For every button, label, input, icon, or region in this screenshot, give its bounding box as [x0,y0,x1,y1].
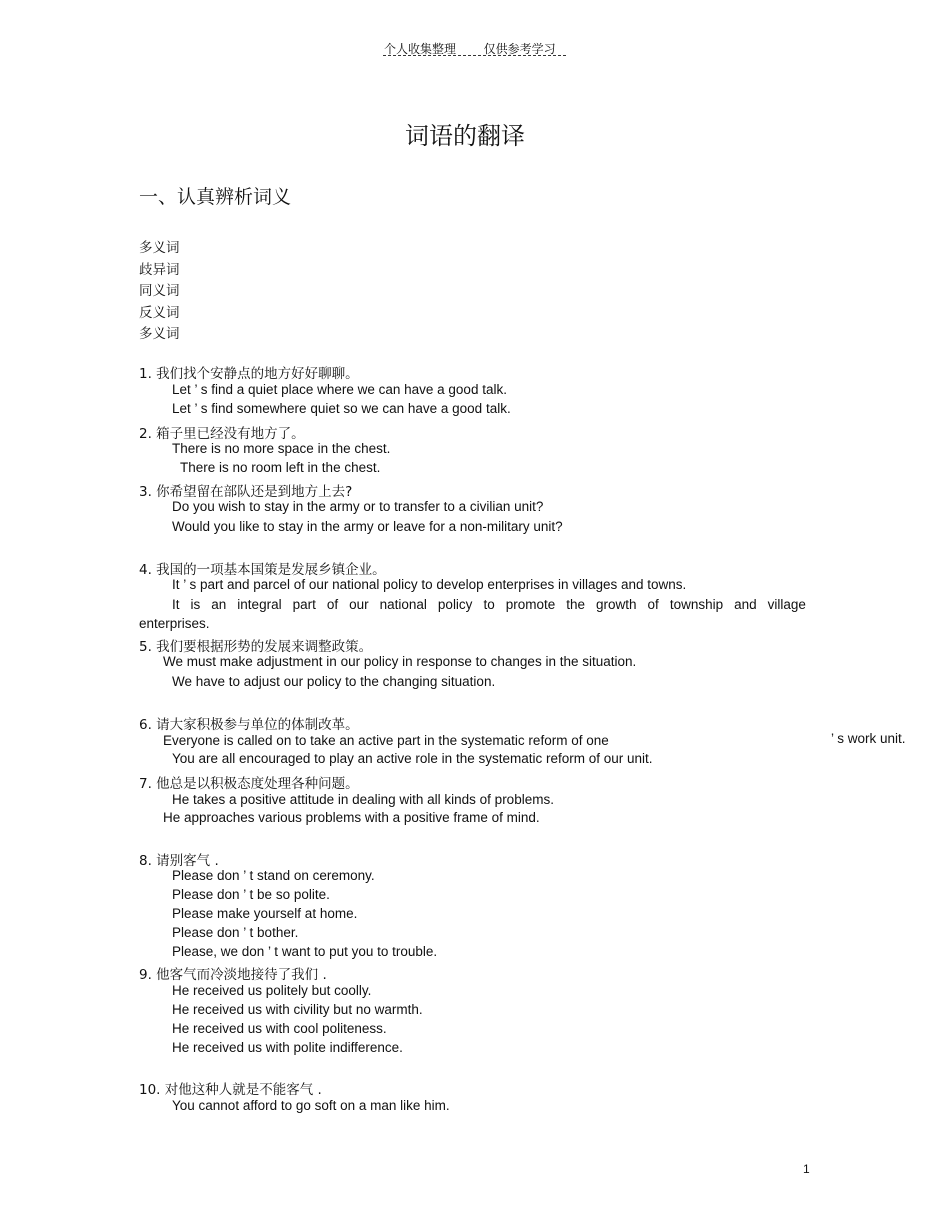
item-8-translation: Please don ’ t bother. [172,925,299,940]
item-1-translation: Let ’ s find somewhere quiet so we can have a good talk. [172,401,511,416]
term-item: 同义词 [139,283,180,299]
item-3-chinese: 3. 你希望留在部队还是到地方上去? [139,484,353,500]
item-8-translation: Please don ’ t be so polite. [172,887,330,902]
item-4-translation-word: our [349,597,369,612]
item-4-translation-word: to [483,597,495,612]
item-4-translation-word: and [734,597,757,612]
item-8-translation: Please, we don ’ t want to put you to trouble. [172,944,438,959]
item-1-translation: Let ’ s find a quiet place where we can have a good talk. [172,382,507,397]
item-4-translation-word: part [292,597,316,612]
item-2-translation: There is no more space in the chest. [172,441,391,456]
item-6-translation: You are all encouraged to play an active role in the systematic reform of our unit. [172,751,653,766]
item-4-translation-word: growth [596,597,637,612]
item-4-translation: enterprises. [139,616,210,631]
item-4-translation-word: of [326,597,339,612]
item-4-translation-word: township [669,597,724,612]
header-divider [383,55,566,56]
item-6-translation: Everyone is called on to take an active part in the systematic reform of one [163,733,609,748]
item-4-translation-word: is [190,597,201,612]
item-4-translation-word: It [172,597,180,612]
item-4-translation-justified [172,597,806,612]
header-right: 仅供参考学习 [483,42,556,56]
item-10-chinese: 10. 对他这种人就是不能客气 . [139,1082,322,1098]
item-9-translation: He received us politely but coolly. [172,983,372,998]
item-4-translation-word: integral [237,597,282,612]
item-8-translation: Please don ’ t stand on ceremony. [172,868,375,883]
item-5-translation: We must make adjustment in our policy in response to changes in the situation. [163,654,637,669]
item-4-translation-word: promote [505,597,556,612]
item-10-translation: You cannot afford to go soft on a man like him. [172,1098,450,1113]
item-9-translation: He received us with polite indifference. [172,1040,403,1055]
section-heading: 一、认真辨析词义 [139,186,292,208]
item-5-chinese: 5. 我们要根据形势的发展来调整政策。 [139,639,373,655]
item-1-chinese: 1. 我们找个安静点的地方好好聊聊。 [139,366,359,382]
item-2-translation: There is no room left in the chest. [180,460,381,475]
item-6-translation-tail: ’ s work unit. [831,731,906,746]
item-4-translation-word: an [211,597,227,612]
item-8-translation: Please make yourself at home. [172,906,358,921]
item-9-translation: He received us with civility but no warmth. [172,1002,423,1017]
item-4-chinese: 4. 我国的一项基本国策是发展乡镇企业。 [139,562,386,578]
item-3-translation: Do you wish to stay in the army or to transfer to a civilian unit? [172,499,544,514]
term-item: 多义词 [139,326,180,342]
page-title: 词语的翻译 [405,122,525,150]
item-4-translation: It ’ s part and parcel of our national policy to develop enterprises in villages and towns. [172,577,687,592]
item-9-chinese: 9. 他客气而冷淡地接待了我们 . [139,967,327,983]
item-3-translation: Would you like to stay in the army or leave for a non-military unit? [172,519,563,534]
item-4-translation-word: policy [437,597,473,612]
item-4-translation-word: of [647,597,659,612]
header-left: 个人收集整理 [384,42,457,56]
item-5-translation: We have to adjust our policy to the changing situation. [172,674,496,689]
term-item: 多义词 [139,240,180,256]
term-item: 反义词 [139,305,180,321]
item-4-translation-word: village [767,597,806,612]
page-number: 1 [803,1162,810,1176]
item-4-translation-word: the [566,597,586,612]
term-item: 歧异词 [139,262,180,278]
item-4-translation-word: national [379,597,427,612]
item-9-translation: He received us with cool politeness. [172,1021,387,1036]
item-2-chinese: 2. 箱子里已经没有地方了。 [139,426,305,442]
item-7-translation: He approaches various problems with a positive frame of mind. [163,810,540,825]
item-6-chinese: 6. 请大家积极参与单位的体制改革。 [139,717,359,733]
item-7-translation: He takes a positive attitude in dealing with all kinds of problems. [172,792,554,807]
item-8-chinese: 8. 请别客气 . [139,853,219,869]
item-7-chinese: 7. 他总是以积极态度处理各种问题。 [139,776,359,792]
